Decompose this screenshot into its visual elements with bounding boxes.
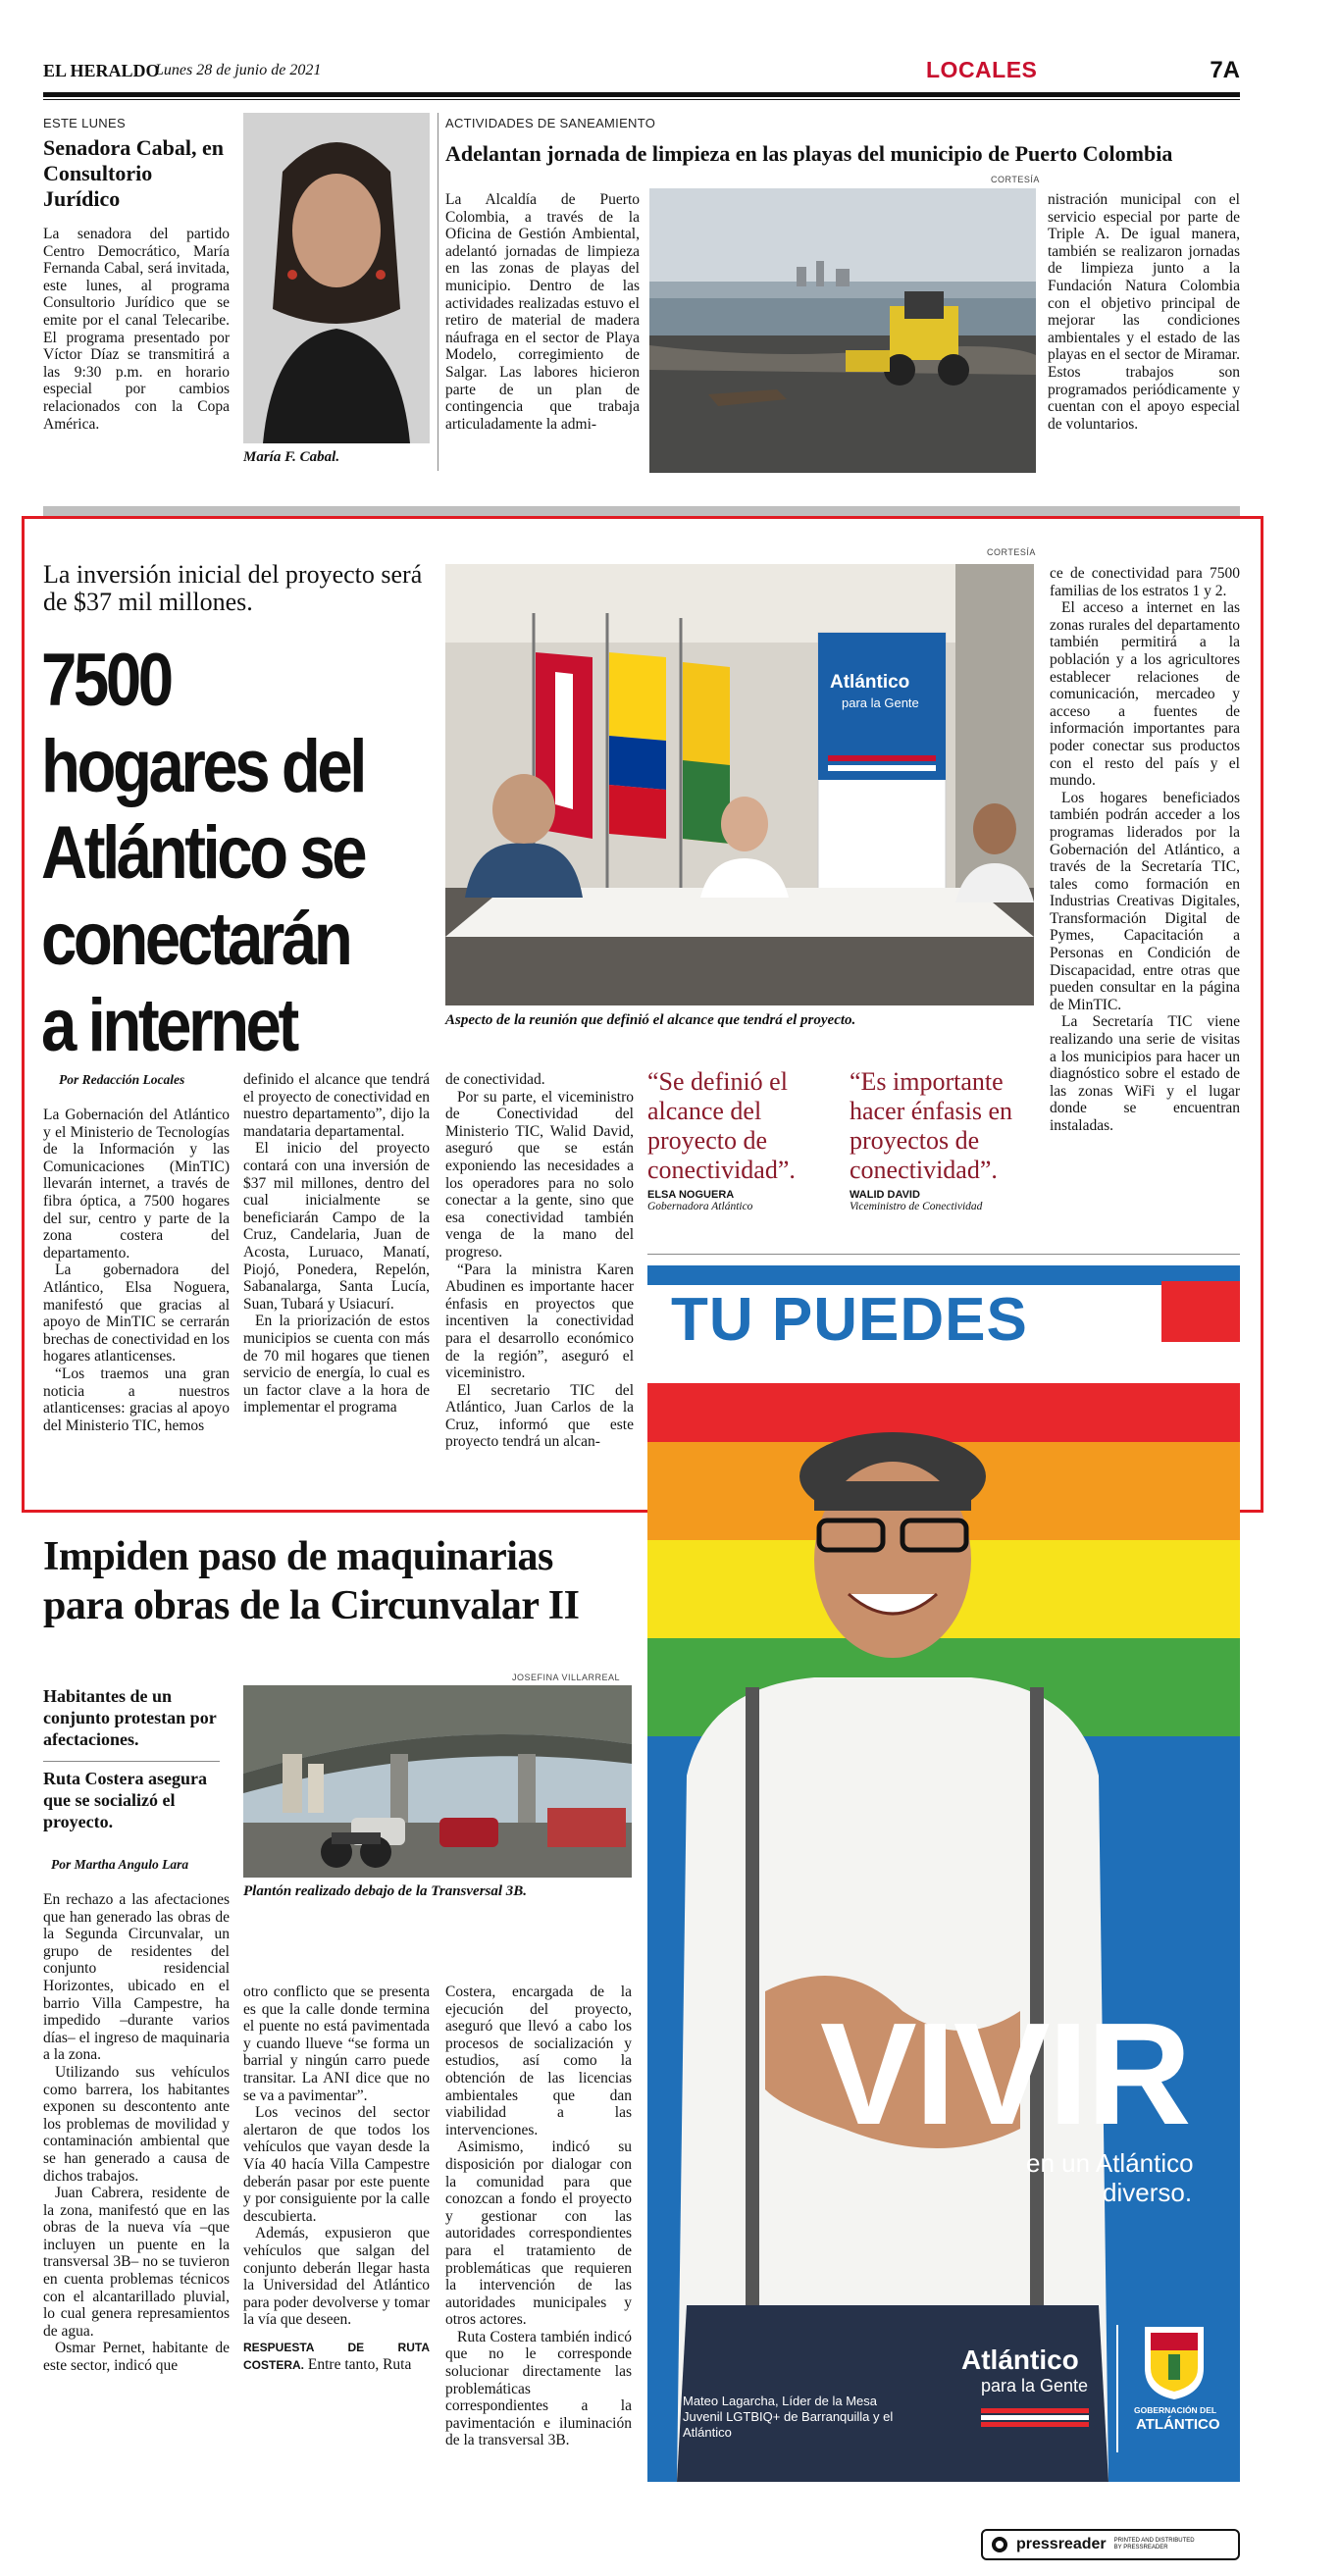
beach-headline: Adelantan jornada de limpieza en las playas del municipio de Puerto Colombia <box>445 141 1173 166</box>
second-col-1-p2: Utilizando sus vehículos como barrera, los habitantes exponen su descontento ante los problemas de movilidad y contaminación ambiental que se han generado a causa de dichos trabajos. <box>43 2063 230 2185</box>
ad-logo-stripe <box>981 2408 1089 2413</box>
ad-tagline-1: en un Atlántico <box>1026 2148 1194 2178</box>
quote-noguera-text: “Se definió el alcance del proyecto de conectividad”. <box>647 1067 796 1184</box>
second-col-2-p2: Los vecinos del sector alertaron de que todos los vehículos que vayan desde la Vía 40 hacía Villa Campestre deberán pasar por este puente y por consiguiente por la calle descubierta. <box>243 2104 430 2225</box>
main-col-4-p4: La Secretaría TIC viene realizando una serie de visitas a los municipios para hacer un diagnóstico sobre el estado de las zonas WiFi y el lugar donde se encuentran instaladas. <box>1050 1013 1240 1134</box>
second-col-2-p1: otro conflicto que se presenta es que la calle donde termina el puente no está pavimentada y cuando llueve “se forma un barrial y ningún carro puede transitar. La ANI dice que no se va a pavimentar”. <box>243 1984 430 2104</box>
quote-david-text: “Es importante hacer énfasis en proyectos de conectividad”. <box>850 1067 1013 1184</box>
second-col-1-p3: Juan Cabrera, residente de la zona, manifestó que en las obras de la nueva vía –que incluyen un puente en la transversal 3B– no se tuvieron en cuenta problemas técnicos con el alcantarillado pluvial, lo cual genera represamientos de agua. <box>43 2185 230 2340</box>
ad-logo-atlantico-sub: para la Gente <box>981 2376 1089 2396</box>
main-col-3-p4: El secretario TIC del Atlántico, Juan Carlos de la Cruz, informó que este proyecto tendrá un alcan- <box>445 1381 634 1451</box>
main-col-1-p3: “Los traemos una gran noticia a nuestros atlanticenses: gracias al apoyo del Ministerio TIC, hemos <box>43 1365 230 1434</box>
page-number: 7A <box>1210 57 1240 83</box>
second-col-1-p1: En rechazo a las afectaciones que han generado las obras de la Segunda Circunvalar, un grupo de residentes del conjunto residencial Horizontes, ubicado en el barrio Villa Campestre, ha impedido –durante varios días– el ingreso de maquinaria a la zona. <box>43 1891 230 2064</box>
protest-caption: Plantón realizado debajo de la Transversal 3B. <box>243 1883 528 1899</box>
masthead <box>43 57 1240 96</box>
main-col-1-p1: La Gobernación del Atlántico y el Ministerio de Tecnologías de la Información y las Comunicaciones (MinTIC) llevarán internet, a través de fibra óptica, a 7500 hogares del sur, centro y parte de la zona costera del departamento. <box>43 1107 230 1262</box>
beach-credit: CORTESÍA <box>991 175 1040 184</box>
beach-photo <box>649 188 1036 473</box>
main-col-2-p1: definido el alcance que tendrá el proyecto de conectividad en nuestro departamento”, dijo la mandataria departamental. <box>243 1071 430 1140</box>
main-deck: La inversión inicial del proyecto será de $37 mil millones. <box>43 560 423 616</box>
second-credit: JOSEFINA VILLARREAL <box>512 1673 621 1682</box>
second-col-2-p3: Además, expusieron que vehículos que salgan del conjunto deberán llegar hasta la Universidad del Atlántico para poder devolverse y tomar la vía que deseen. <box>243 2225 430 2329</box>
main-col-4-p3: Los hogares beneficiados también podrán acceder a los programas liderados por la Gobernación del Atlántico, a través de la Secretaría TIC, tales como formación en Industrias Creativas Digitales, Transformación Digital de Pymes, Capacitación a Personas en Condición de Discapacidad, entre otras que pueden consultar en la página de MinTIC. <box>1050 789 1240 1013</box>
ad-pride <box>647 1265 1240 2482</box>
main-col-2-p3: En la priorización de estos municipios se cuenta con más de 70 mil hogares que tienen servicio de energía, lo cual es un factor clave a la hora de implementar el programa <box>243 1313 430 1417</box>
quote-david-name: WALID DAVID <box>850 1189 920 1201</box>
cabal-caption: María F. Cabal. <box>243 449 340 465</box>
ad-gob-line-1: GOBERNACIÓN DEL <box>1134 2405 1217 2415</box>
brief-body: La senadora del partido Centro Democrático, María Fernanda Cabal, será invitada, este lunes, al programa Consultorio Jurídico que se emite por el canal Telecaribe. El programa presentado por Víctor Díaz se transmitirá a las 9:30 p.m. en horario especial por cambios relacionados con la Copa América. <box>43 226 230 433</box>
cabal-photo <box>243 113 430 443</box>
masthead-rule-thin <box>43 99 1240 100</box>
ad-logo-stripe-2 <box>981 2415 1089 2420</box>
brief-kicker: ESTE LUNES <box>43 116 126 130</box>
main-col-3-p1: de conectividad. <box>445 1071 545 1088</box>
ad-tagline-2: diverso. <box>1103 2178 1193 2207</box>
main-byline: Por Redacción Locales <box>59 1072 185 1087</box>
quote-david-role: Viceministro de Conectividad <box>850 1201 983 1212</box>
issue-date: Lunes 28 de junio de 2021 <box>155 62 322 78</box>
ad-logo-stripe-3 <box>981 2422 1089 2427</box>
meeting-caption: Aspecto de la reunión que definió el alcance que tendrá el proyecto. <box>445 1012 856 1028</box>
pressreader-icon <box>991 2536 1008 2553</box>
main-headline: 7500 hogares del Atlántico se conectarán a internet <box>41 639 365 1067</box>
second-sub-1: Habitantes de un conjunto protestan por afectaciones. <box>43 1686 217 1749</box>
main-col-3-p2: Por su parte, el viceministro de Conectividad del Ministerio TIC, Walid David, aseguró que se están exponiendo las necesidades a los operadores para no solo conectar a la gente, sino que esa conectividad también venga de la mano del progreso. <box>445 1088 634 1261</box>
ad-logo-divider <box>1116 2325 1118 2452</box>
ad-person-caption: Mateo Lagarcha, Líder de la Mesa Juvenil LGTBIQ+ de Barranquilla y el Atlántico <box>683 2394 894 2440</box>
second-byline: Por Martha Angulo Lara <box>51 1857 189 1872</box>
beach-body-right: nistración municipal con el servicio especial por parte de Triple A. De igual manera, también se realizaron jornadas de limpieza junto a la Fundación Natura Colombia con el objetivo principal de mejorar las condiciones ambientales y el estado de las playas en el sector de Miramar. Estos trabajos son programados periódicamente y cuentan con el apoyo especial de voluntarios. <box>1048 191 1240 433</box>
second-col-3-p1: Costera, encargada de la ejecución del proyecto, aseguró que llevó a cabo los procesos de socialización y estudios, así como la obtención de las licencias ambientales que dan viabilidad a las intervenciones. <box>445 1984 632 2138</box>
second-sub-divider <box>43 1761 220 1762</box>
banner-title: Atlántico <box>830 672 910 693</box>
brief-headline: Senadora Cabal, en Consultorio Jurídico <box>43 135 224 211</box>
shield-icon <box>1143 2325 1206 2401</box>
ad-person <box>647 1265 1240 2482</box>
main-credit: CORTESÍA <box>987 547 1036 557</box>
ad-headline: TU PUEDES <box>671 1286 1028 1354</box>
beach-kicker: ACTIVIDADES DE SANEAMIENTO <box>445 116 656 130</box>
second-col-3 <box>445 1984 632 2449</box>
protest-photo <box>243 1685 632 1878</box>
second-col-2 <box>243 1984 430 2375</box>
main-col-1-p2: La gobernadora del Atlántico, Elsa Noguera, manifestó que gracias al apoyo de MinTIC se cerrarán brechas de conectividad en los hogares atlanticenses. <box>43 1262 230 1365</box>
ad-gob-line-2: ATLÁNTICO <box>1136 2416 1220 2433</box>
main-col-2-p2: El inicio del proyecto contará con una inversión de $37 mil millones, dentro del cual inicialmente se beneficiarán Campo de la Cruz, Candelaria, Juan de Acosta, Luruaco, Manatí, Piojó, Ponedera, Repelón, Sabanalarga, Santa Lucía, Suan, Tubará y Usiacurí. <box>243 1140 430 1313</box>
ad-logo-atlantico: Atlántico <box>961 2344 1079 2375</box>
banner-sub: para la Gente <box>842 696 919 710</box>
second-col-3-p3: Ruta Costera también indicó que no le corresponde solucionar directamente las problemáticas correspondientes a la pavimentación e iluminación de la transversal 3B. <box>445 2328 632 2449</box>
ruta-costera-lead: RESPUESTA DE RUTA COSTERA. <box>243 2340 430 2373</box>
quote-noguera-role: Gobernadora Atlántico <box>647 1201 753 1212</box>
ad-big-word: VIVIR <box>820 1993 1190 2155</box>
pressreader-badge[interactable] <box>981 2529 1240 2560</box>
second-col-1 <box>43 1891 230 2375</box>
second-col-1-p4: Osmar Pernet, habitante de este sector, indicó que <box>43 2340 230 2375</box>
main-col-4-p1: ce de conectividad para 7500 familias de los estratos 1 y 2. <box>1050 565 1240 599</box>
second-headline: Impiden paso de maquinarias para obras de la Circunvalar II <box>43 1534 580 1628</box>
quote-noguera-name: ELSA NOGUERA <box>647 1189 735 1201</box>
masthead-rule <box>43 92 1240 97</box>
paper-name: EL HERALDO <box>43 61 160 80</box>
beach-body-left: La Alcaldía de Puerto Colombia, a través de la Oficina de Gestión Ambiental, adelantó jornadas de limpieza en las zonas de playas del municipio. Dentro de las actividades realizadas estuvo el retiro de material de madera náufraga en el sector de Playa Modelo, corregimiento de Salgar. Las labores hicieron parte de un plan de contingencia que trabaja articuladamente la admi- <box>445 191 640 433</box>
second-col-3-p2: Asimismo, indicó su disposición por dialogar con la comunidad para que conozcan a fondo el proyecto y gestionar con las autoridades correspondientes para el tratamiento de problemáticas que requieren la intervención de las autoridades municipales y otros actores. <box>445 2138 632 2329</box>
second-sub-2: Ruta Costera asegura que se socializó el proyecto. <box>43 1769 207 1831</box>
pressreader-fine: PRINTED AND DISTRIBUTED BY PRESSREADER <box>1113 2538 1195 2550</box>
main-col-3-p3: “Para la ministra Karen Abudinen es importante hacer énfasis en proyectos que incentiven la conectividad para el desarrollo económico de la región”, aseguró el viceministro. <box>445 1261 634 1382</box>
main-col-4-p2: El acceso a internet en las zonas rurales del departamento también permitirá a la población y a los agricultores establecer relaciones de comunicación, mercadeo y acceso a fuentes de información importantes para poder conectar sus productos con el resto del país y el mundo. <box>1050 599 1240 790</box>
pressreader-brand: pressreader <box>1016 2536 1107 2552</box>
ruta-costera-tail: Entre tanto, Ruta <box>307 2356 412 2374</box>
section-name: LOCALES <box>926 57 1038 82</box>
